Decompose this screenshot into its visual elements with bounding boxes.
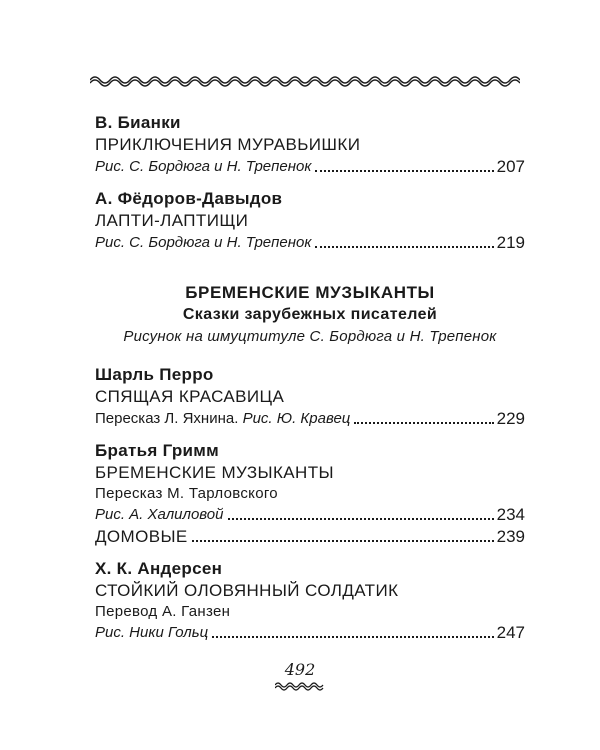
top-ornament-border: [90, 73, 520, 87]
entry-title[interactable]: СТОЙКИЙ ОЛОВЯННЫЙ СОЛДАТИК: [95, 581, 399, 600]
entry-page-number[interactable]: 229: [496, 409, 525, 428]
entry-translation-credit: Перевод А. Ганзен: [95, 603, 231, 620]
dot-leader: [315, 170, 493, 172]
entry-author: В. Бианки: [95, 113, 181, 132]
toc-entry-perrault: [95, 364, 525, 430]
entry-author: Х. К. Андерсен: [95, 559, 223, 578]
entry-illustrator-credit: Рис. А. Халиловой: [95, 506, 224, 523]
toc-entry-fedorov-davydov: [95, 188, 525, 254]
entry-credit: Рис. С. Бордюга и Н. Трепенок: [95, 158, 312, 175]
dot-leader: [315, 246, 493, 248]
dot-leader: [354, 422, 493, 424]
entry-credit-line: [95, 408, 525, 430]
entry-title[interactable]: СПЯЩАЯ КРАСАВИЦА: [95, 387, 285, 406]
entry-credit-line: [95, 232, 525, 254]
entry-secondary-title[interactable]: ДОМОВЫЕ: [95, 527, 188, 546]
entry-credit-line: [95, 156, 525, 178]
page-footer: [0, 660, 600, 691]
dot-leader: [228, 518, 494, 520]
entry-retelling-credit: Пересказ Л. Яхнина.: [95, 410, 239, 427]
section-subtitle: Сказки зарубежных писателей: [182, 306, 438, 323]
toc-entry-bianki: [95, 112, 525, 178]
toc-entry-andersen: [95, 558, 525, 644]
entry-credit-line: [95, 622, 525, 644]
entry-page-number[interactable]: 239: [496, 527, 525, 546]
entry-illustrator-credit: Рис. Ники Гольц: [95, 624, 209, 641]
entry-author: Братья Гримм: [95, 441, 220, 460]
dot-leader: [192, 540, 494, 542]
section-illustration-credit: Рисунок на шмуцтитуле С. Бордюга и Н. Трепенок: [123, 328, 497, 345]
entry-credit: Рис. С. Бордюга и Н. Трепенок: [95, 234, 312, 251]
section-heading: [95, 282, 525, 348]
entry-credit-line: [95, 504, 525, 526]
entry-page-number[interactable]: 207: [496, 157, 525, 176]
entry-secondary-line: [95, 526, 525, 548]
entry-page-number[interactable]: 247: [496, 623, 525, 642]
table-of-contents: [95, 112, 525, 654]
entry-author: Шарль Перро: [95, 365, 214, 384]
entry-title[interactable]: ЛАПТИ-ЛАПТИЩИ: [95, 211, 249, 230]
section-title: БРЕМЕНСКИЕ МУЗЫКАНТЫ: [185, 283, 435, 302]
bottom-ornament: [275, 681, 325, 691]
entry-title[interactable]: ПРИКЛЮЧЕНИЯ МУРАВЬИШКИ: [95, 135, 361, 154]
entry-page-number[interactable]: 234: [496, 505, 525, 524]
entry-title[interactable]: БРЕМЕНСКИЕ МУЗЫКАНТЫ: [95, 463, 334, 482]
toc-entry-grimm: [95, 440, 525, 548]
entry-illustrator-credit: Рис. Ю. Кравец: [242, 410, 351, 427]
page-number: 492: [284, 660, 316, 679]
entry-retelling-credit: Пересказ М. Тарловского: [95, 485, 278, 502]
entry-page-number[interactable]: 219: [496, 233, 525, 252]
dot-leader: [212, 636, 493, 638]
entry-author: А. Фёдоров-Давыдов: [95, 189, 283, 208]
